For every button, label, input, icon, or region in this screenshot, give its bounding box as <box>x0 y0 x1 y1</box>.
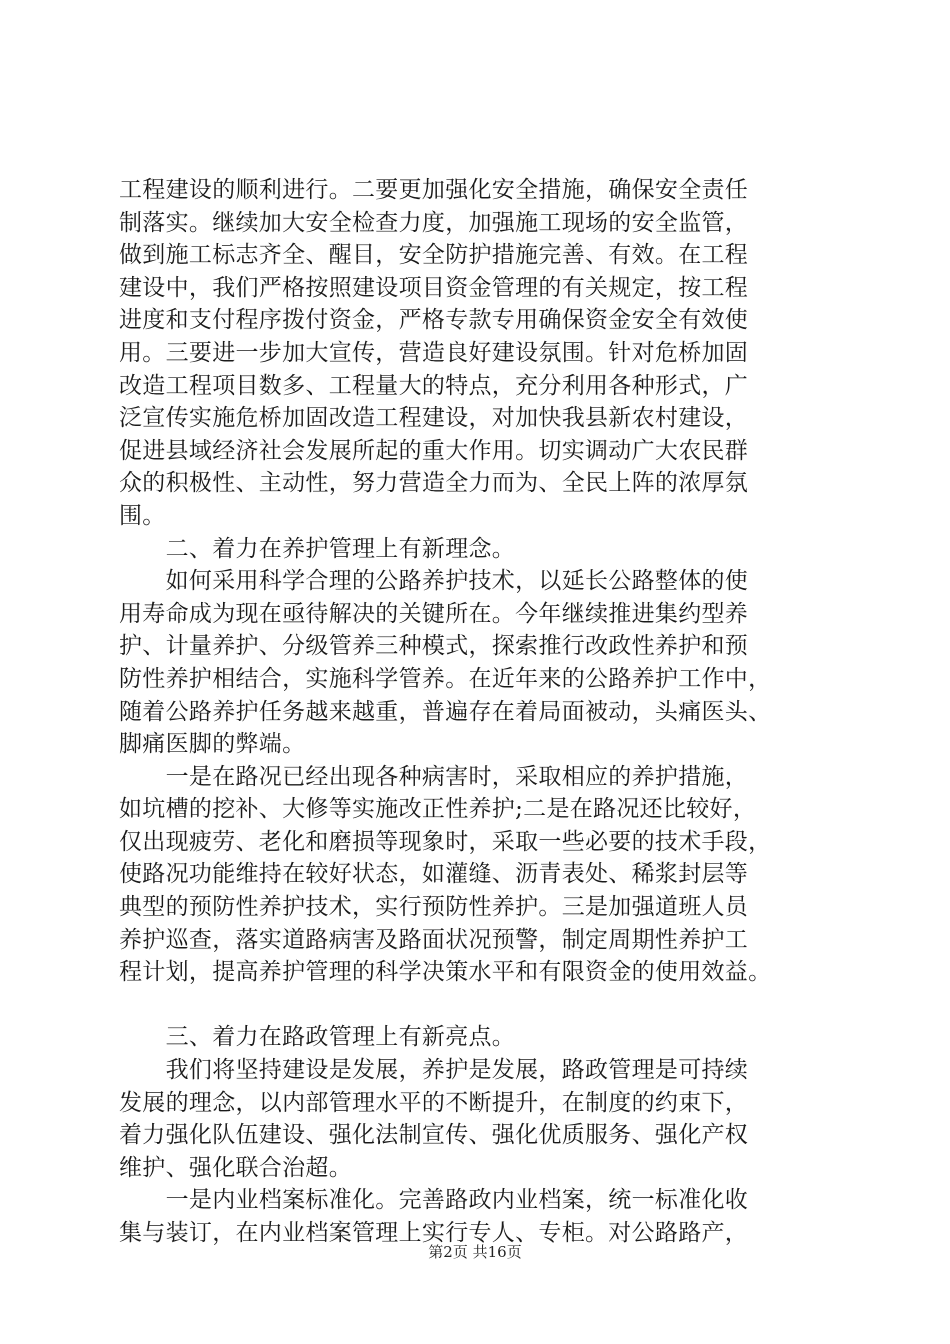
text-line: 众的积极性、主动性，努力营造全力而为、全民上阵的浓厚氛 <box>119 470 749 497</box>
text-line: 集与装订，在内业档案管理上实行专人、专柜。对公路路产， <box>119 1220 749 1246</box>
text-line: 仅出现疲劳、老化和磨损等现象时，采取一些必要的技术手段， <box>119 828 772 855</box>
text-line: 典型的预防性养护技术，实行预防性养护。三是加强道班人员 <box>119 894 749 921</box>
text-line: 脚痛医脚的弊端。 <box>119 731 306 758</box>
text-line: 防性养护相结合，实施科学管养。在近年来的公路养护工作中， <box>119 665 772 692</box>
blank-line <box>119 989 854 1022</box>
text-line: 程计划，提高养护管理的科学决策水平和有限资金的使用效益。 <box>119 959 772 986</box>
text-line: 促进县域经济社会发展所起的重大作用。切实调动广大农民群 <box>119 437 749 464</box>
text-line: 泛宣传实施危桥加固改造工程建设，对加快我县新农村建设， <box>119 405 749 432</box>
text-line: 建设中，我们严格按照建设项目资金管理的有关规定，按工程 <box>119 274 749 301</box>
text-line: 制落实。继续加大安全检查力度，加强施工现场的安全监管， <box>119 209 749 236</box>
text-line: 如何采用科学合理的公路养护技术，以延长公路整体的使 <box>119 568 749 595</box>
text-line: 使路况功能维持在较好状态，如灌缝、沥青表处、稀浆封层等 <box>119 861 749 888</box>
text-line: 围。 <box>119 502 166 529</box>
text-line: 护、计量养护、分级管养三种模式，探索推行改政性养护和预 <box>119 633 749 660</box>
text-line: 我们将坚持建设是发展，养护是发展，路政管理是可持续 <box>119 1057 749 1084</box>
text-line: 随着公路养护任务越来越重，普遍存在着局面被动，头痛医头、 <box>119 698 772 725</box>
text-line: 发展的理念，以内部管理水平的不断提升，在制度的约束下， <box>119 1089 749 1116</box>
text-line: 一是内业档案标准化。完善路政内业档案，统一标准化收 <box>119 1187 749 1214</box>
text-line: 着力强化队伍建设、强化法制宣传、强化优质服务、强化产权 <box>119 1122 749 1149</box>
text-line: 改造工程项目数多、工程量大的特点，充分利用各种形式，广 <box>119 372 749 399</box>
text-line: 做到施工标志齐全、醒目，安全防护措施完善、有效。在工程 <box>119 242 749 269</box>
text-line: 如坑槽的挖补、大修等实施改正性养护;二是在路况还比较好， <box>119 796 757 823</box>
text-line: 维护、强化联合治超。 <box>119 1154 352 1181</box>
section-heading: 三、着力在路政管理上有新亮点。 <box>119 1024 516 1051</box>
text-line: 养护巡查，落实道路病害及路面状况预警，制定周期性养护工 <box>119 926 749 953</box>
text-line: 一是在路况已经出现各种病害时，采取相应的养护措施， <box>119 763 749 790</box>
text-line: 用。三要进一步加大宣传，营造良好建设氛围。针对危桥加固 <box>119 339 749 366</box>
text-line: 进度和支付程序拨付资金，严格专款专用确保资金安全有效使 <box>119 307 749 334</box>
page-number-footer: 第2页 共16页 <box>428 1243 522 1261</box>
text-line: 用寿命成为现在亟待解决的关键所在。今年继续推进集约型养 <box>119 600 749 627</box>
body-text <box>119 174 854 1250</box>
section-heading: 二、着力在养护管理上有新理念。 <box>119 535 516 562</box>
text-line: 工程建设的顺利进行。二要更加强化安全措施，确保安全责任 <box>119 177 749 203</box>
